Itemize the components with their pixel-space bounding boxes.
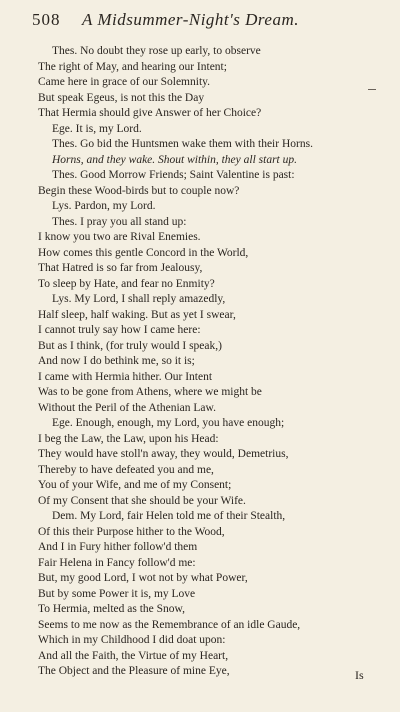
text-line: Thes. Go bid the Huntsmen wake them with their Horns. xyxy=(52,138,313,150)
text-line: Thes. Good Morrow Friends; Saint Valentine is past: xyxy=(52,169,295,181)
play-text xyxy=(38,44,383,680)
text-line: I cannot truly say how I came here: xyxy=(38,324,201,336)
text-line: Of this their Purpose hither to the Wood, xyxy=(38,525,225,538)
catchword: Is xyxy=(355,668,364,682)
text-line: Thes. No doubt they rose up early, to observe xyxy=(52,45,261,57)
text-line: How comes this gentle Concord in the World, xyxy=(38,246,249,259)
text-line: To Hermia, melted as the Snow, xyxy=(38,603,185,615)
text-line: Horns, and they wake. Shout within, they all start up. xyxy=(52,153,297,166)
text-line: And now I do bethink me, so it is; xyxy=(38,355,195,367)
text-line: Came here in grace of our Solemnity. xyxy=(38,76,211,88)
text-line: That Hatred is so far from Jealousy, xyxy=(38,262,203,274)
text-line: Fair Helena in Fancy follow'd me: xyxy=(38,556,196,569)
text-line: Begin these Wood-birds but to couple now? xyxy=(38,184,240,197)
running-title: A Midsummer-Night's Dream. xyxy=(82,10,299,29)
page-number: 508 xyxy=(32,10,61,29)
text-line: Thereby to have defeated you and me, xyxy=(38,463,214,476)
text-line: Ege. Enough, enough, my Lord, you have enough; xyxy=(52,417,285,429)
text-line: You of your Wife, and me of my Consent; xyxy=(38,479,232,491)
text-line: Was to be gone from Athens, where we might be xyxy=(38,386,262,398)
text-line: And I in Fury hither follow'd them xyxy=(38,541,198,553)
text-line: I beg the Law, the Law, upon his Head: xyxy=(38,432,219,445)
page-header xyxy=(30,6,375,34)
text-line: But speak Egeus, is not this the Day xyxy=(38,91,205,104)
text-line: Ege. It is, my Lord. xyxy=(52,122,142,135)
text-line: Lys. My Lord, I shall reply amazedly, xyxy=(52,293,226,305)
text-line: They would have stoll'n away, they would, Demetrius, xyxy=(38,448,289,460)
text-line: Seems to me now as the Remembrance of an idle Gaude, xyxy=(38,618,301,631)
text-line: Without the Peril of the Athenian Law. xyxy=(38,401,216,414)
text-line: And all the Faith, the Virtue of my Heart, xyxy=(38,649,229,662)
text-line: Dem. My Lord, fair Helen told me of their Stealth, xyxy=(52,510,286,522)
text-line: But by some Power it is, my Love xyxy=(38,587,196,600)
text-line: I came with Hermia hither. Our Intent xyxy=(38,370,213,383)
text-line: That Hermia should give Answer of her Choice? xyxy=(38,107,262,119)
text-line: But, my good Lord, I wot not by what Power, xyxy=(38,572,248,584)
text-line: Which in my Childhood I did doat upon: xyxy=(38,634,226,646)
text-line: I know you two are Rival Enemies. xyxy=(38,231,201,243)
text-line: Lys. Pardon, my Lord. xyxy=(52,200,156,212)
text-line: Thes. I pray you all stand up: xyxy=(52,215,187,228)
text-line: The Object and the Pleasure of mine Eye, xyxy=(38,665,230,677)
text-line: Of my Consent that she should be your Wife. xyxy=(38,494,246,507)
text-line: Half sleep, half waking. But as yet I swear, xyxy=(38,308,236,321)
text-line: The right of May, and hearing our Intent; xyxy=(38,60,227,73)
text-line: But as I think, (for truly would I speak,) xyxy=(38,339,222,352)
text-line: To sleep by Hate, and fear no Enmity? xyxy=(38,277,215,290)
